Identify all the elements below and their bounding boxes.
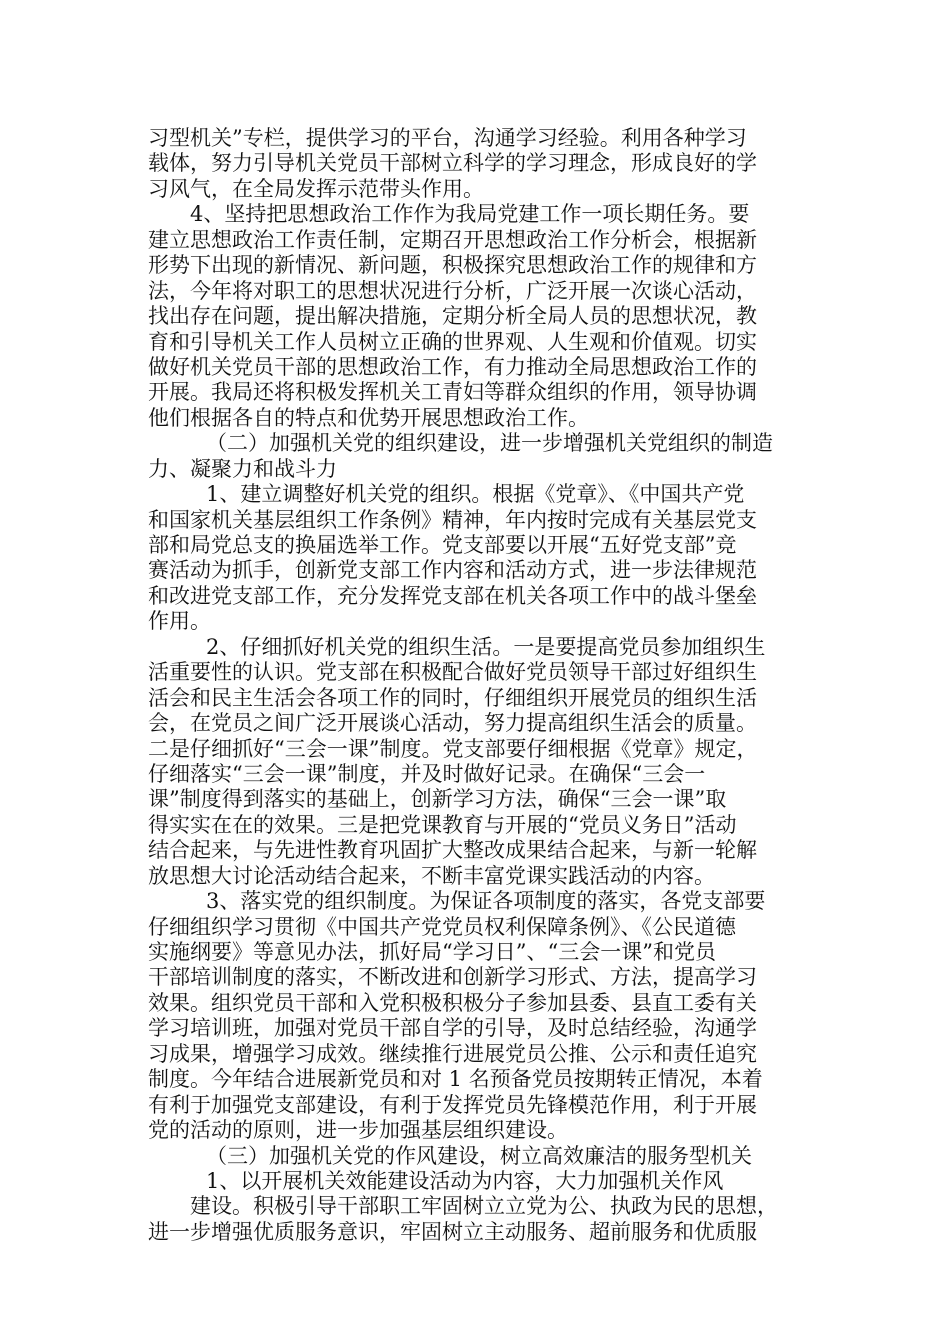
paragraph-3-start: 3、落实党的组织制度。为保证各项制度的落实，各党支部要 bbox=[206, 889, 766, 914]
text-line-7: 法，今年将对职工的思想状况进行分析，广泛开展一次谈心活动， bbox=[148, 278, 757, 303]
section-heading-2: （二）加强机关党的组织建设，进一步增强机关党组织的制造 bbox=[206, 431, 773, 456]
paragraph-3-1-start: 1、以开展机关效能建设活动为内容，大力加强机关作风 bbox=[206, 1168, 724, 1193]
text-line-5: 建立思想政治工作责任制，定期召开思想政治工作分析会，根据新 bbox=[148, 227, 757, 252]
text-line-34: 干部培训制度的落实，不断改进和创新学习形式、方法，提高学习 bbox=[148, 965, 757, 990]
paragraph-4-start: 4、坚持把思想政治工作作为我局党建工作一项长期任务。要 bbox=[190, 202, 750, 227]
text-line-35: 效果。组织党员干部和入党积极积极分子参加县委、县直工委有关 bbox=[148, 990, 757, 1015]
text-line-27: 课”制度得到落实的基础上，创新学习方法，确保“三会一课”取 bbox=[148, 787, 727, 812]
text-line-17: 部和局党总支的换届选举工作。党支部要以开展“五好党支部”竞 bbox=[148, 533, 737, 557]
text-line-6: 形势下出现的新情况、新问题，积极探究思想政治工作的规律和方 bbox=[148, 253, 757, 278]
text-line-23: 活会和民主生活会各项工作的同时，仔细组织开展党员的组织生活 bbox=[148, 685, 757, 710]
text-line-29: 结合起来，与先进性教育巩固扩大整改成果结合起来，与新一轮解 bbox=[148, 838, 757, 863]
section-heading-3: （三）加强机关党的作风建设，树立高效廉洁的服务型机关 bbox=[206, 1143, 752, 1168]
text-line-37: 习成果，增强学习成效。继续推行进展党员公推、公示和责任追究 bbox=[148, 1041, 757, 1066]
text-line-26: 仔细落实“三会一课”制度，并及时做好记录。在确保“三会一 bbox=[148, 761, 706, 786]
text-line-40: 党的活动的原则，进一步加强基层组织建设。 bbox=[148, 1118, 568, 1143]
text-line-44: 进一步增强优质服务意识，牢固树立主动服务、超前服务和优质服 bbox=[148, 1219, 757, 1244]
text-line-32: 仔细组织学习贯彻《中国共产党党员权利保障条例》、《公民道德 bbox=[148, 914, 736, 939]
text-line-43: 建设。积极引导干部职工牢固树立立党为公、执政为民的思想， bbox=[190, 1194, 778, 1219]
text-line-38: 制度。今年结合进展新党员和对 1 名预备党员按期转正情况，本着 bbox=[148, 1067, 763, 1092]
text-line-2: 载体，努力引导机关党员干部树立科学的学习理念，形成良好的学 bbox=[148, 151, 757, 176]
text-line-25: 二是仔细抓好“三会一课”制度。党支部要仔细根据《党章》规定， bbox=[148, 736, 758, 761]
section-heading-2-cont: 力、凝聚力和战斗力 bbox=[148, 456, 337, 481]
text-line-33: 实施纲要》等意见办法，抓好局“学习日”、“三会一课”和党员 bbox=[148, 940, 716, 964]
text-line-30: 放思想大讨论活动结合起来，不断丰富党课实践活动的内容。 bbox=[148, 863, 715, 888]
paragraph-2-start: 2、仔细抓好机关党的组织生活。一是要提高党员参加组织生 bbox=[206, 634, 766, 659]
text-line-16: 和国家机关基层组织工作条例》精神，年内按时完成有关基层党支 bbox=[148, 507, 757, 532]
text-line-28: 得实实在在的效果。三是把党课教育与开展的“党员义务日”活动 bbox=[148, 812, 737, 837]
text-line-1: 习型机关”专栏，提供学习的平台，沟通学习经验。利用各种学习 bbox=[148, 126, 747, 150]
text-line-24: 会，在党员之间广泛开展谈心活动，努力提高组织生活会的质量。 bbox=[148, 711, 757, 736]
text-line-3: 习风气，在全局发挥示范带头作用。 bbox=[148, 176, 484, 201]
text-line-12: 他们根据各自的特点和优势开展思想政治工作。 bbox=[148, 405, 589, 430]
text-line-19: 和改进党支部工作，充分发挥党支部在机关各项工作中的战斗堡垒 bbox=[148, 583, 757, 608]
text-line-9: 育和引导机关工作人员树立正确的世界观、人生观和价值观。切实 bbox=[148, 329, 757, 354]
text-line-39: 有利于加强党支部建设，有利于发挥党员先锋模范作用，利于开展 bbox=[148, 1092, 757, 1117]
text-line-11: 开展。我局还将积极发挥机关工青妇等群众组织的作用，领导协调 bbox=[148, 380, 757, 405]
text-line-8: 找出存在问题，提出解决措施，定期分析全局人员的思想状况，教 bbox=[148, 304, 757, 329]
text-line-36: 学习培训班，加强对党员干部自学的引导，及时总结经验，沟通学 bbox=[148, 1016, 757, 1041]
paragraph-1-start: 1、建立调整好机关党的组织。根据《党章》、《中国共产党 bbox=[206, 482, 745, 507]
text-line-18: 赛活动为抓手，创新党支部工作内容和活动方式，进一步法律规范 bbox=[148, 558, 757, 583]
text-line-22: 活重要性的认识。党支部在积极配合做好党员领导干部过好组织生 bbox=[148, 660, 757, 685]
document-body bbox=[148, 126, 808, 1245]
text-line-20: 作用。 bbox=[148, 609, 211, 634]
text-line-10: 做好机关党员干部的思想政治工作，有力推动全局思想政治工作的 bbox=[148, 354, 757, 379]
